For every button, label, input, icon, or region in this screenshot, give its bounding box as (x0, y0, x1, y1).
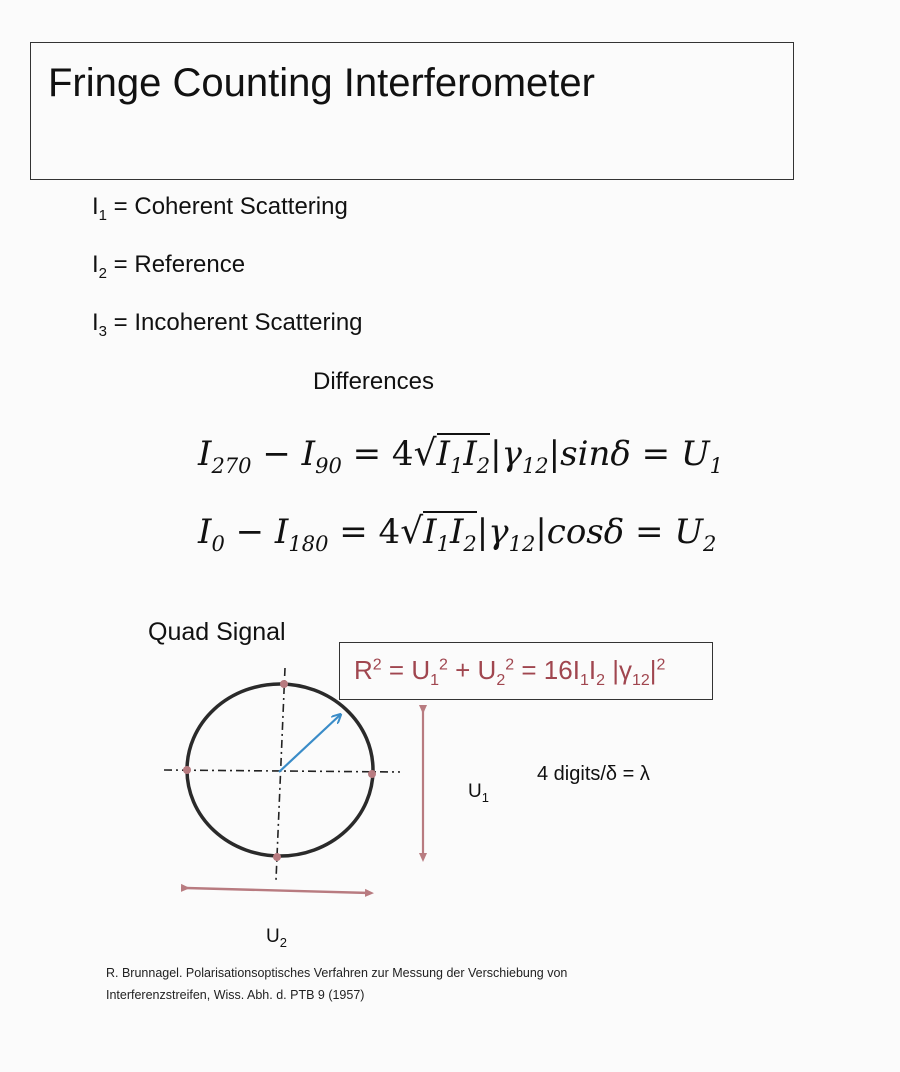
eq-term: γ (501, 434, 522, 474)
r-subscript: 2 (596, 672, 605, 690)
r-subscript: 1 (430, 672, 440, 690)
definition-i3 (92, 309, 363, 340)
equation-cos (198, 511, 716, 556)
r-superscript: 2 (656, 656, 666, 674)
circle-point-right (368, 770, 376, 778)
vertical-axis (276, 668, 285, 880)
eq-term: I (436, 434, 450, 474)
u1-base: U (468, 781, 482, 802)
eq-operator: = (624, 512, 675, 552)
eq-term: I (301, 434, 316, 474)
r-subscript: 1 (579, 672, 589, 690)
eq-term: U (674, 512, 703, 552)
definition-text: = Coherent Scattering (107, 193, 348, 220)
u1-label (468, 781, 489, 805)
definition-subscript: 1 (98, 206, 108, 224)
r-subscript: 2 (496, 672, 506, 690)
eq-term: I (198, 512, 212, 552)
eq-operator: | (535, 512, 547, 552)
definition-i1 (92, 193, 348, 224)
circle-point-left (183, 766, 191, 774)
eq-subscript: 2 (702, 531, 717, 556)
eq-operator: = 4 (328, 512, 401, 552)
eq-term: I (274, 512, 289, 552)
eq-subscript: 90 (315, 453, 342, 478)
definition-symbol: I (92, 309, 99, 336)
differences-heading: Differences (313, 368, 434, 395)
radical-icon: √ (400, 511, 424, 552)
eq-term: sinδ (560, 434, 631, 474)
eq-operator: = 4 (341, 434, 414, 474)
equation-sin (198, 433, 723, 478)
r-term: I (588, 655, 597, 685)
citation-line-1: R. Brunnagel. Polarisationsoptisches Verfahren zur Messung der Verschiebung von (106, 966, 568, 980)
eq-subscript: 0 (211, 531, 225, 556)
title-box (30, 42, 794, 180)
eq-term: γ (488, 512, 509, 552)
eq-subscript: 12 (521, 453, 549, 478)
eq-subscript: 1 (709, 453, 723, 478)
digits-per-delta: 4 digits/δ = λ (537, 763, 650, 785)
definition-subscript: 2 (98, 264, 108, 282)
r-subscript: 12 (631, 672, 650, 690)
u2-subscript: 2 (279, 934, 287, 950)
radical-icon: √ (413, 433, 437, 474)
r-term: + U (447, 655, 497, 685)
eq-subscript: 2 (476, 453, 491, 478)
u2-base: U (266, 926, 280, 947)
r-superscript: 2 (372, 656, 382, 674)
sqrt-content (423, 511, 477, 555)
eq-operator: − (251, 434, 302, 474)
eq-term: U (680, 434, 710, 474)
r-term: |γ (604, 655, 632, 685)
r-term: = U (381, 655, 431, 685)
eq-term: I (423, 512, 437, 552)
definition-symbol: I (92, 251, 99, 278)
eq-term: I (198, 434, 212, 474)
quad-signal-label: Quad Signal (148, 618, 286, 646)
u1-subscript: 1 (481, 789, 489, 805)
page-title: Fringe Counting Interferometer (48, 61, 595, 105)
eq-term: I (449, 512, 464, 552)
u2-range-arrow (186, 888, 370, 893)
definition-subscript: 3 (98, 322, 108, 340)
eq-term: cosδ (546, 512, 625, 552)
citation (106, 962, 806, 1006)
r-formula-box (339, 642, 713, 700)
eq-operator: | (490, 434, 502, 474)
eq-operator: − (224, 512, 275, 552)
r-term: = 16I (514, 655, 580, 685)
eq-operator: | (476, 512, 489, 552)
definition-text: = Reference (107, 251, 246, 278)
definition-text: = Incoherent Scattering (107, 309, 363, 336)
eq-subscript: 12 (508, 531, 536, 556)
definition-i2 (92, 251, 245, 282)
sqrt-content (437, 433, 491, 477)
eq-subscript: 270 (211, 453, 252, 478)
eq-subscript: 2 (463, 531, 477, 556)
u2-label (266, 926, 287, 950)
eq-subscript: 1 (436, 531, 450, 556)
r-superscript: 2 (505, 656, 515, 674)
r-formula (354, 655, 665, 690)
eq-subscript: 180 (288, 531, 329, 556)
r-term: | (649, 655, 657, 685)
r-superscript: 2 (439, 656, 448, 674)
eq-operator: | (548, 434, 561, 474)
eq-operator: = (630, 434, 681, 474)
r-term: R (354, 655, 373, 685)
circle-point-top (280, 680, 288, 688)
definition-symbol: I (92, 193, 99, 220)
circle-point-bottom (273, 853, 281, 861)
eq-term: I (463, 434, 477, 474)
eq-subscript: 1 (449, 453, 464, 478)
signal-vector-arrow (279, 715, 340, 772)
citation-line-2: Interferenzstreifen, Wiss. Abh. d. PTB 9 (1957) (106, 988, 365, 1002)
